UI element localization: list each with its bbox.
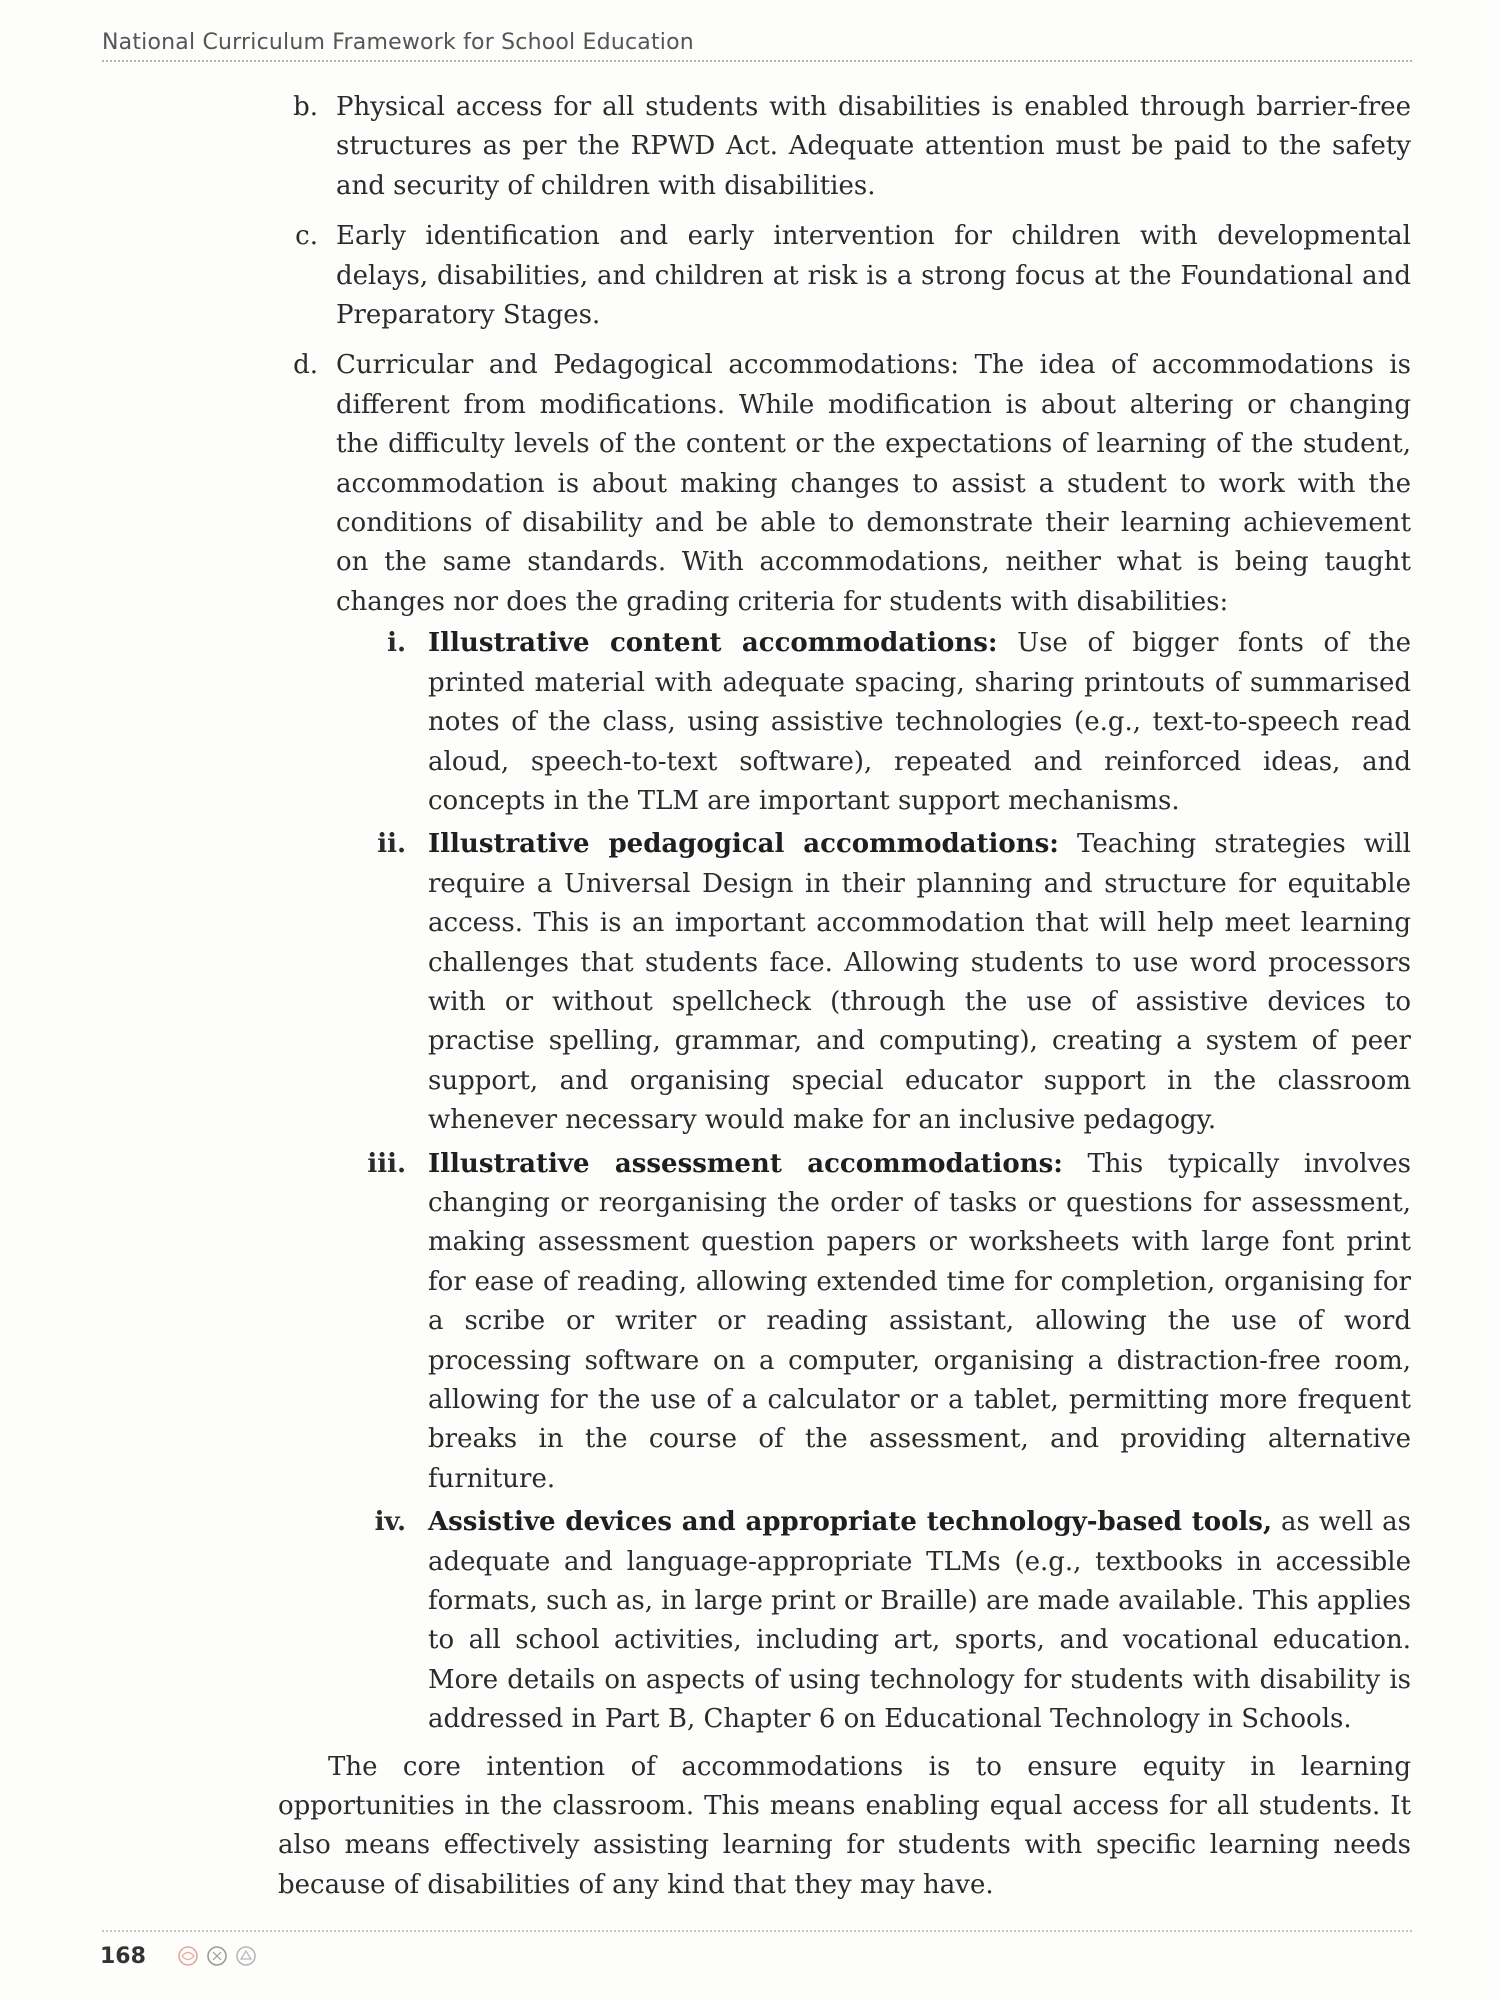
decorative-circle-icon bbox=[234, 1944, 258, 1968]
sublist-item-iv bbox=[374, 1503, 1411, 1739]
sublist-item-heading: Illustrative content accommodations: bbox=[428, 628, 998, 659]
sublist-item-text: Use of bigger fonts of the printed material with adequate spacing, sharing printouts of summarised notes of the class, using assistive technologies (e.g., text-to-speech read aloud, speech-to-text software), repeated and reinforced ideas, and concepts in the TLM are important support mechanisms. bbox=[428, 628, 1411, 816]
sublist-item-heading: Assistive devices and appropriate technology-based tools, bbox=[428, 1507, 1272, 1538]
sublist-item-iii bbox=[367, 1145, 1411, 1500]
footer-divider bbox=[102, 1930, 1412, 1932]
closing-paragraph: The core intention of accommodations is to ensure equity in learning opportunities in the classroom. This means enabling equal access for all students. It also means effectively assisting learning for students with specific learning needs because of disabilities of any kind that they may have. bbox=[278, 1751, 1411, 1900]
sublist-marker: i. bbox=[387, 628, 406, 659]
list-item-text: Curricular and Pedagogical accommodations: The idea of accommodations is different from modifications. While modification is about altering or changing the difficulty levels of the content or the expectations of learning of the student, accommodation is about making changes to assist a student to work with the conditions of disability and be able to demonstrate their learning achievement on the same standards. With accommodations, neither what is being taught changes nor does the grading criteria for students with disabilities: bbox=[336, 350, 1411, 617]
sublist-marker: iv. bbox=[374, 1507, 406, 1538]
running-header: National Curriculum Framework for School Education bbox=[102, 30, 694, 55]
list-item-text: Early identification and early intervention for children with developmental delays, disabilities, and children at risk is a strong focus at the Foundational and Preparatory Stages. bbox=[336, 221, 1411, 331]
decorative-circle-icon bbox=[205, 1944, 229, 1968]
sublist-item-ii bbox=[377, 825, 1412, 1140]
sublist-marker: iii. bbox=[367, 1148, 406, 1179]
sublist-item-text: Teaching strategies will require a Universal Design in their planning and structure for equitable access. This is an important accommodation that will help meet learning challenges that students face. Allowing students to use word processors with or without spellcheck (through the use of assistive devices to practise spelling, grammar, and computing), creating a system of peer support, and organising special educator support in the classroom whenever necessary would make for an inclusive pedagogy. bbox=[428, 829, 1412, 1136]
list-marker: c. bbox=[295, 221, 318, 252]
sublist-item-text: This typically involves changing or reorganising the order of tasks or questions for assessment, making assessment question papers or worksheets with large font print for ease of reading, allowing extended time for completion, organising for a scribe or writer or reading assistant, allowing the use of word processing software on a computer, organising a distraction-free room, allowing for the use of a calculator or a tablet, permitting more frequent breaks in the course of the assessment, and providing alternative furniture. bbox=[428, 1148, 1411, 1494]
decorative-circle-icon bbox=[176, 1944, 200, 1968]
sublist-item-i bbox=[387, 624, 1411, 821]
sublist-item-heading: Illustrative assessment accommodations: bbox=[428, 1148, 1063, 1179]
page-number: 168 bbox=[100, 1944, 146, 1969]
page-body bbox=[0, 88, 1500, 1905]
sublist-item-text: as well as adequate and language-appropriate TLMs (e.g., textbooks in accessible formats, such as, in large print or Braille) are made available. This applies to all school activities, including art, sports, and vocational education. More details on aspects of using technology for students with disability is addressed in Part B, Chapter 6 on Educational Technology in Schools. bbox=[428, 1507, 1411, 1735]
list-item-text: Physical access for all students with disabilities is enabled through barrier-free structures as per the RPWD Act. Adequate attention must be paid to the safety and security of children with disabilities. bbox=[336, 92, 1411, 201]
sublist-item-heading: Illustrative pedagogical accommodations: bbox=[428, 829, 1059, 860]
sublist-marker: ii. bbox=[377, 829, 406, 860]
header-divider bbox=[102, 60, 1412, 62]
list-item-c bbox=[295, 217, 1411, 335]
list-item-d bbox=[293, 346, 1411, 622]
list-marker: d. bbox=[293, 350, 318, 381]
list-item-b bbox=[293, 88, 1411, 206]
footer-icons bbox=[176, 1944, 258, 1968]
list-marker: b. bbox=[293, 92, 318, 122]
